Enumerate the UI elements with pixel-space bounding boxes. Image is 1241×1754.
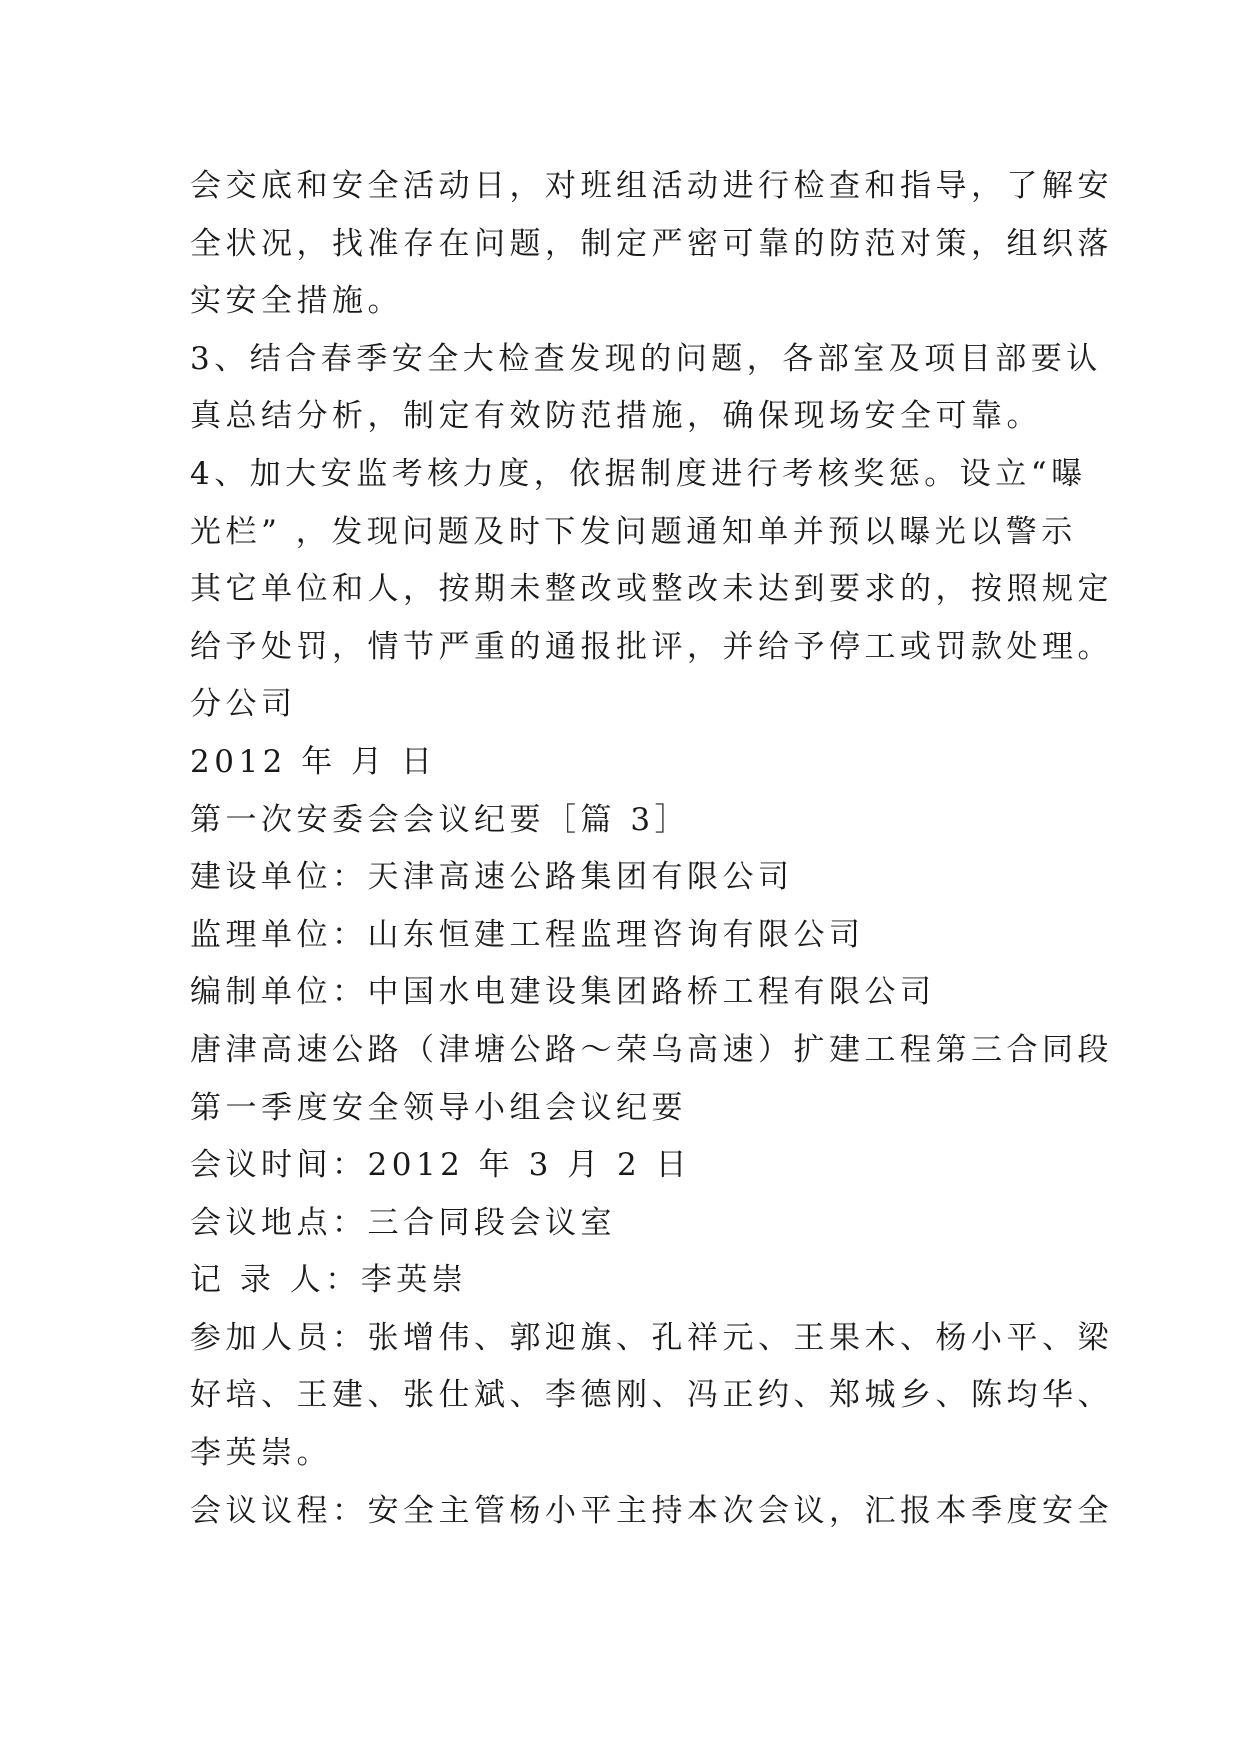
text-line: 其它单位和人，按期未整改或整改未达到要求的，按照规定 [190, 571, 1113, 608]
supervision-unit: 监理单位：山东恒建工程监理咨询有限公司 [190, 916, 865, 953]
text-line: 会交底和安全活动日，对班组活动进行检查和指导，了解安 [190, 168, 1113, 204]
text-line: 给予处罚，情节严重的通报批评，并给予停工或罚款处理。 [190, 628, 1113, 665]
meeting-location: 会议地点：三合同段会议室 [190, 1204, 616, 1241]
section-title: 第一次安委会会议纪要［篇 3］ [190, 801, 691, 838]
signature-date: 2012 年 月 日 [190, 743, 437, 780]
attendees-line: 好培、王建、张仕斌、李德刚、冯正约、郑城乡、陈均华、 [190, 1377, 1113, 1414]
meeting-time: 会议时间：2012 年 3 月 2 日 [190, 1147, 692, 1184]
signature-company: 分公司 [190, 686, 297, 723]
construction-unit: 建设单位：天津高速公路集团有限公司 [190, 859, 794, 896]
meeting-agenda: 会议议程：安全主管杨小平主持本次会议，汇报本季度安全 [190, 1492, 1113, 1529]
meeting-title: 第一季度安全领导小组会议纪要 [190, 1089, 687, 1126]
meeting-recorder: 记 录 人：李英崇 [190, 1262, 468, 1299]
text-line: 真总结分析，制定有效防范措施，确保现场安全可靠。 [190, 398, 1042, 435]
text-line: 全状况，找准存在问题，制定严密可靠的防范对策，组织落 [190, 225, 1113, 262]
text-line: 4、加大安监考核力度，依据制度进行考核奖惩。设立“曝 [190, 455, 1087, 492]
compiling-unit: 编制单位：中国水电建设集团路桥工程有限公司 [190, 974, 936, 1011]
project-name: 唐津高速公路（津塘公路～荣乌高速）扩建工程第三合同段 [190, 1031, 1113, 1068]
attendees-line: 参加人员：张增伟、郭迎旗、孔祥元、王果木、杨小平、梁 [190, 1319, 1113, 1356]
text-line: 实安全措施。 [190, 283, 403, 320]
text-line: 3、结合春季安全大检查发现的问题，各部室及项目部要认 [190, 340, 1102, 377]
document-body [190, 158, 1113, 1540]
attendees-line: 李英崇。 [190, 1435, 332, 1472]
text-line: 光栏” ，发现问题及时下发问题通知单并预以曝光以警示 [190, 513, 1077, 550]
